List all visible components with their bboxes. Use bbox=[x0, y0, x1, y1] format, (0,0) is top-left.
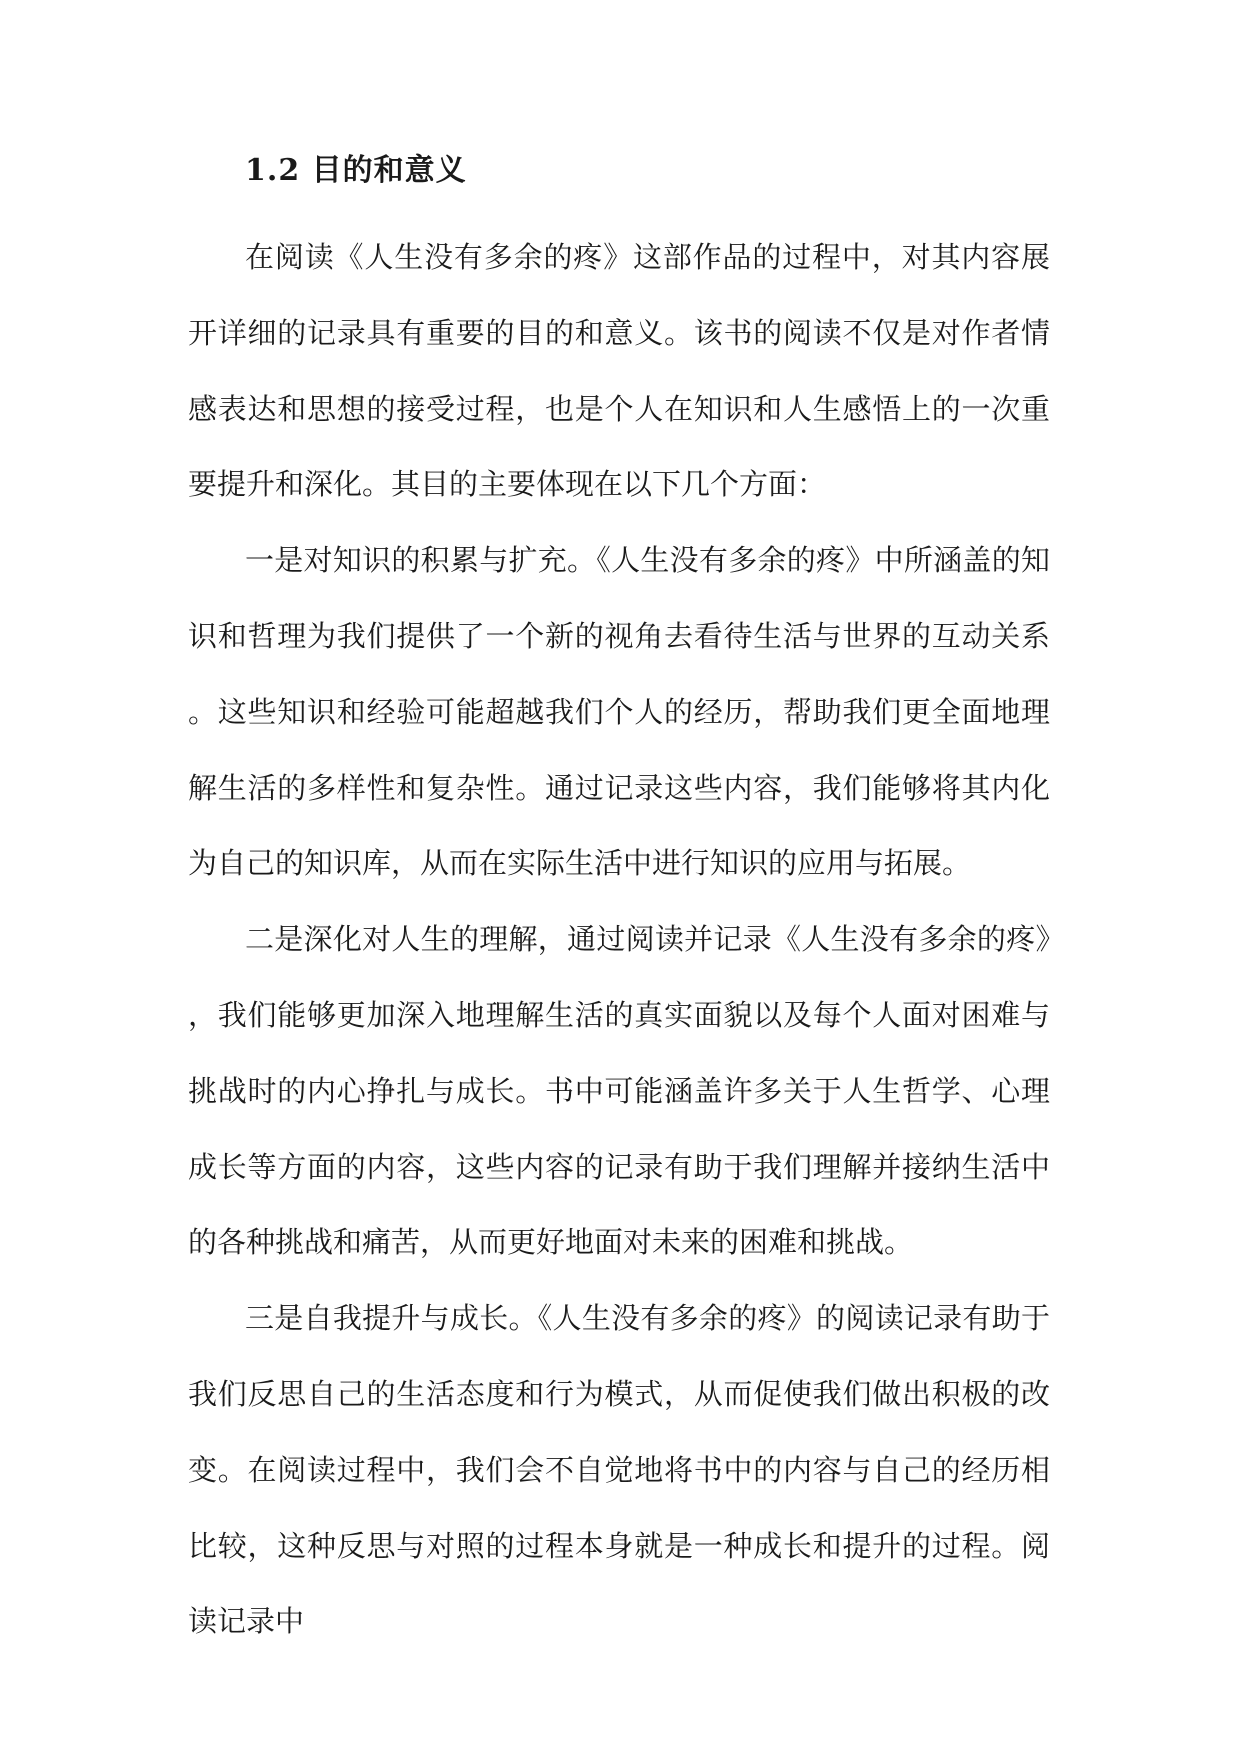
paragraph-intro: 在阅读《人生没有多余的疼》这部作品的过程中，对其内容展开详细的记录具有重要的目的和意义。该书的阅读不仅是对作者情感表达和思想的接受过程，也是个人在知识和人生感悟上的一次重要提升和深化。其目的主要体现在以下几个方面： bbox=[188, 240, 1050, 502]
paragraph-self-growth: 三是自我提升与成长。《人生没有多余的疼》的阅读记录有助于我们反思自己的生活态度和行为模式，从而促使我们做出积极的改变。在阅读过程中，我们会不自觉地将书中的内容与自己的经历相比较，这种反思与对照的过程本身就是一种成长和提升的过程。阅读记录中 bbox=[188, 1301, 1050, 1639]
paragraph-knowledge: 一是对知识的积累与扩充。《人生没有多余的疼》中所涵盖的知识和哲理为我们提供了一个新的视角去看待生活与世界的互动关系。这些知识和经验可能超越我们个人的经历，帮助我们更全面地理解生活的多样性和复杂性。通过记录这些内容，我们能够将其内化为自己的知识库，从而在实际生活中进行知识的应用与拓展。 bbox=[188, 543, 1050, 881]
section-body bbox=[188, 220, 1050, 1660]
section-heading: 1.2 目的和意义 bbox=[245, 153, 467, 188]
paragraph-understanding: 二是深化对人生的理解，通过阅读并记录《人生没有多余的疼》，我们能够更加深入地理解生活的真实面貌以及每个人面对困难与挑战时的内心挣扎与成长。书中可能涵盖许多关于人生哲学、心理成长等方面的内容，这些内容的记录有助于我们理解并接纳生活中的各种挑战和痛苦，从而更好地面对未来的困难和挑战。 bbox=[188, 922, 1050, 1260]
